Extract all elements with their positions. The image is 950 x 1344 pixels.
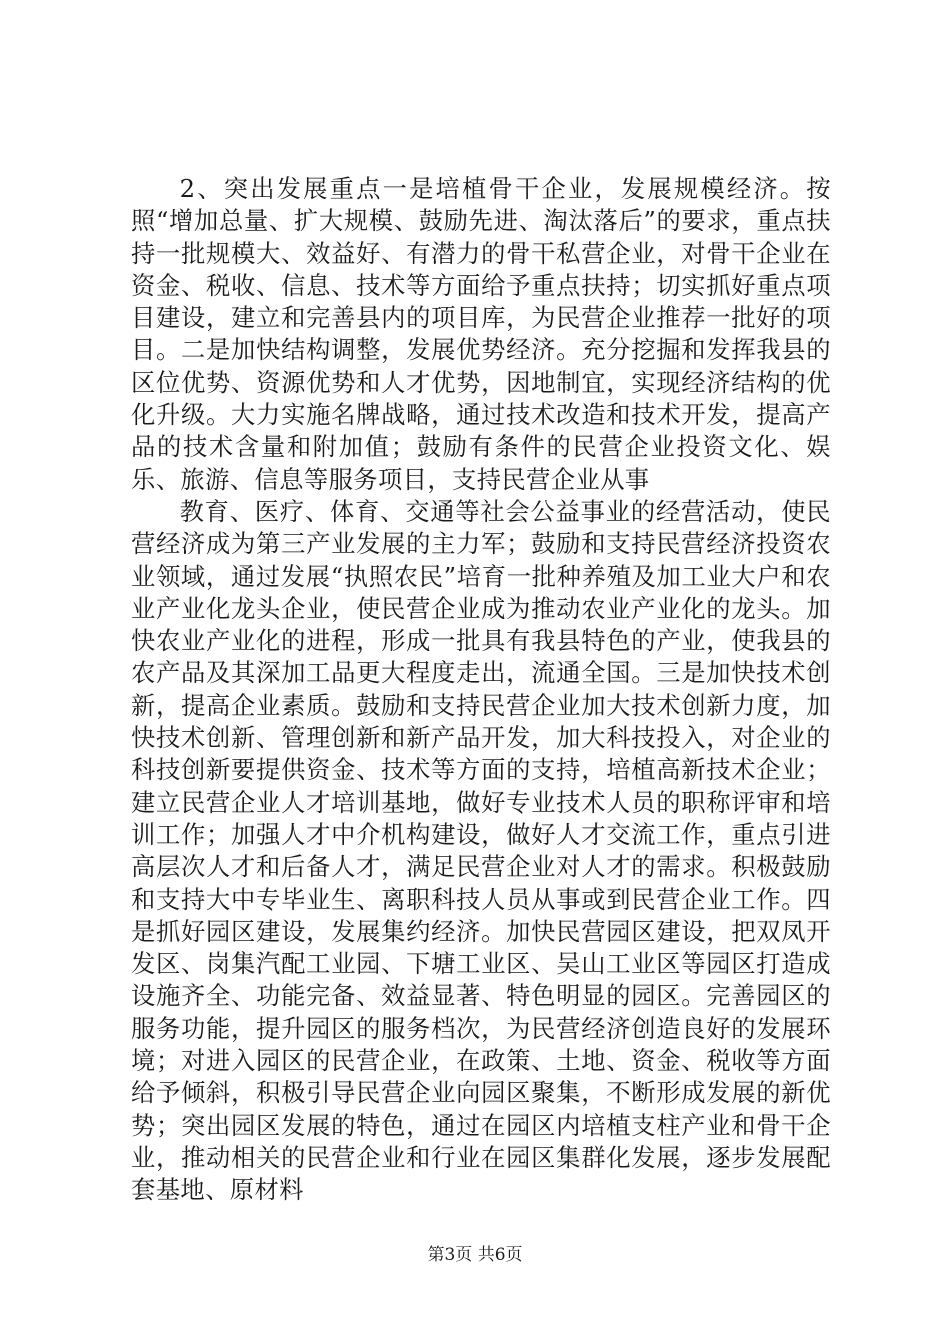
- document-body: [131, 173, 831, 1207]
- paragraph-2: 教育、医疗、体育、交通等社会公益事业的经营活动，使民营经济成为第三产业发展的主力军；鼓励和支持民营经济投资农业领域，通过发展“执照农民”培育一批种养殖及加工业大户和农业产业化龙头企业，使民营企业成为推动农业产业化的龙头。加快农业产业化的进程，形成一批具有我县特色的产业，使我县的农产品及其深加工品更大程度走出，流通全国。三是加快技术创新，提高企业素质。鼓励和支持民营企业加大技术创新力度，加快技术创新、管理创新和新产品开发，加大科技投入，对企业的科技创新要提供资金、技术等方面的支持，培植高新技术企业；建立民营企业人才培训基地，做好专业技术人员的职称评审和培训工作；加强人才中介机构建设，做好人才交流工作，重点引进高层次人才和后备人才，满足民营企业对人才的需求。积极鼓励和支持大中专毕业生、离职科技人员从事或到民营企业工作。四是抓好园区建设，发展集约经济。加快民营园区建设，把双凤开发区、岗集汽配工业园、下塘工业区、吴山工业区等园区打造成设施齐全、功能完备、效益显著、特色明显的园区。完善园区的服务功能，提升园区的服务档次，为民营经济创造良好的发展环境；对进入园区的民营企业，在政策、土地、资金、税收等方面给予倾斜，积极引导民营企业向园区聚集，不断形成发展的新优势；突出园区发展的特色，通过在园区内培植支柱产业和骨干企业，推动相关的民营企业和行业在园区集群化发展，逐步发展配套基地、原材料: [131, 496, 831, 1205]
- paragraph-1: 2、突出发展重点一是培植骨干企业，发展规模经济。按照“增加总量、扩大规模、鼓励先进、淘汰落后”的要求，重点扶持一批规模大、效益好、有潜力的骨干私营企业，对骨干企业在资金、税收、信息、技术等方面给予重点扶持；切实抓好重点项目建设，建立和完善县内的项目库，为民营企业推荐一批好的项目。二是加快结构调整，发展优势经济。充分挖掘和发挥我县的区位优势、资源优势和人才优势，因地制宜，实现经济结构的优化升级。大力实施名牌战略，通过技术改造和技术开发，提高产品的技术含量和附加值；鼓励有条件的民营企业投资文化、娱乐、旅游、信息等服务项目，支持民营企业从事: [131, 174, 831, 494]
- page-footer: 第3页 共6页: [427, 1245, 523, 1265]
